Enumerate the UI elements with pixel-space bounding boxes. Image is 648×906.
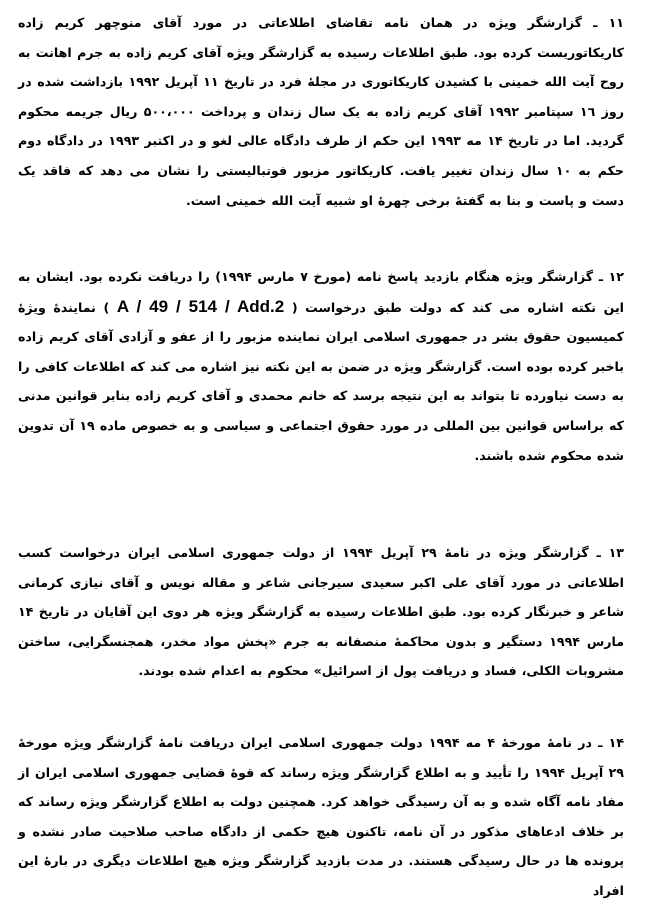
paragraph-13-text: ۱۳ ـ گزارشگر ویژه در نامهٔ ۲۹ آپریل ۱۹۹۴ از دولت جمهوری اسلامی ایران درخواست کسب اطلاعاتی در مورد آقای علی اکبر سعیدی سیرجانی شاعر و مقاله نویس و آقای نیازی کرمانی شاعر و خبرنگار کرده بود. طبق اطلاعات رسیده به گزارشگر ویژه هر دوی این آقایان در تاریخ ۱۴ مارس ۱۹۹۴ دستگیر و بدون محاکمهٔ منصفانه به جرم «پخش مواد مخدر، همجنسگرایی، ساختن مشروبات الکلی، فساد و دریافت پول از اسرائیل» محکوم به اعدام شده بودند. <box>13 545 624 679</box>
document-reference-code: A / 49 / 514 / Add.2 <box>116 296 285 316</box>
paragraph-12-text-after-reference: ) نمایندهٔ ویژهٔ کمیسیون حقوق بشر در جمهوری اسلامی ایران نماینده مزبور را از عفو و آزادی آقای کریم زاده باخبر کرده بوده است. گزارشگر ویژه در ضمن به این نکته نیز اشاره می کند که اطلاعات کافی را به دست نیاورده تا بتواند به این نتیجه برسد که خانم محمدی و آقای کریم زاده بنابر قوانین مدنی که براساس قوانین بین المللی در مورد حقوق اجتماعی و سیاسی و به خصوص ماده ۱۹ آن تدوین شده محکوم شده باشند. <box>13 299 624 463</box>
document-page <box>13 0 625 906</box>
paragraph-11 <box>13 8 625 215</box>
paragraph-11-text: ۱۱ ـ گزارشگر ویژه در همان نامه تقاضای اطلاعاتی در مورد آقای منوچهر کریم زاده کاریکاتوریست کرده بود. طبق اطلاعات رسیده به گزارشگر ویژه آقای کریم زاده به جرم اهانت به روح آیت الله خمینی با کشیدن کاریکاتوری در مجلهٔ فرد در تاریخ ۱۱ آپریل ۱۹۹۲ بازداشت شده در روز ۱٦ سپتامبر ۱۹۹۲ آقای کریم زاده به یک سال زندان و پرداخت ۵۰۰،۰۰۰ ریال جریمه محکوم گردید. اما در تاریخ ۱۴ مه ۱۹۹۳ این حکم از طرف دادگاه عالی لغو و در اکتبر ۱۹۹۳ در دادگاه دوم حکم به ۱۰ سال زندان تغییر یافت. کاریکاتور مزبور فوتبالیستی را نشان می دهد که فاقد یک دست و پاست و بنا به گفتهٔ برخی چهرهٔ او شبیه آیت الله خمینی است. <box>13 15 625 208</box>
paragraph-12 <box>13 262 624 470</box>
paragraph-12-text-before-reference: ۱۲ ـ گزارشگر ویژه هنگام بازدید پاسخ نامه (مورخ ۷ مارس ۱۹۹۴) را دریافت نکرده بود. ایشان به این نکته اشاره می کند که دولت طبق درخواست ( <box>13 269 624 315</box>
paragraph-14 <box>13 728 625 906</box>
paragraph-13 <box>13 538 624 686</box>
paragraph-14-text: ۱۴ ـ در نامهٔ مورخهٔ ۴ مه ۱۹۹۴ دولت جمهوری اسلامی ایران دریافت نامهٔ گزارشگر ویژه مورخهٔ ۲۹ آپریل ۱۹۹۴ را تأیید و به اطلاع گزارشگر ویژه رساند که قوهٔ قضایی جمهوری اسلامی ایران از مفاد نامه آگاه شده و به آن رسیدگی خواهد کرد. همچنین دولت به اطلاع گزارشگر ویژه رساند که بر خلاف ادعاهای مذکور در آن نامه، تاکنون هیچ حکمی از دادگاه صاحب صلاحیت صادر نشده و پرونده ها در حال رسیدگی هستند. در مدت بازدید گزارشگر ویژه هیچ اطلاعات دیگری در بارهٔ این افراد <box>13 735 625 898</box>
